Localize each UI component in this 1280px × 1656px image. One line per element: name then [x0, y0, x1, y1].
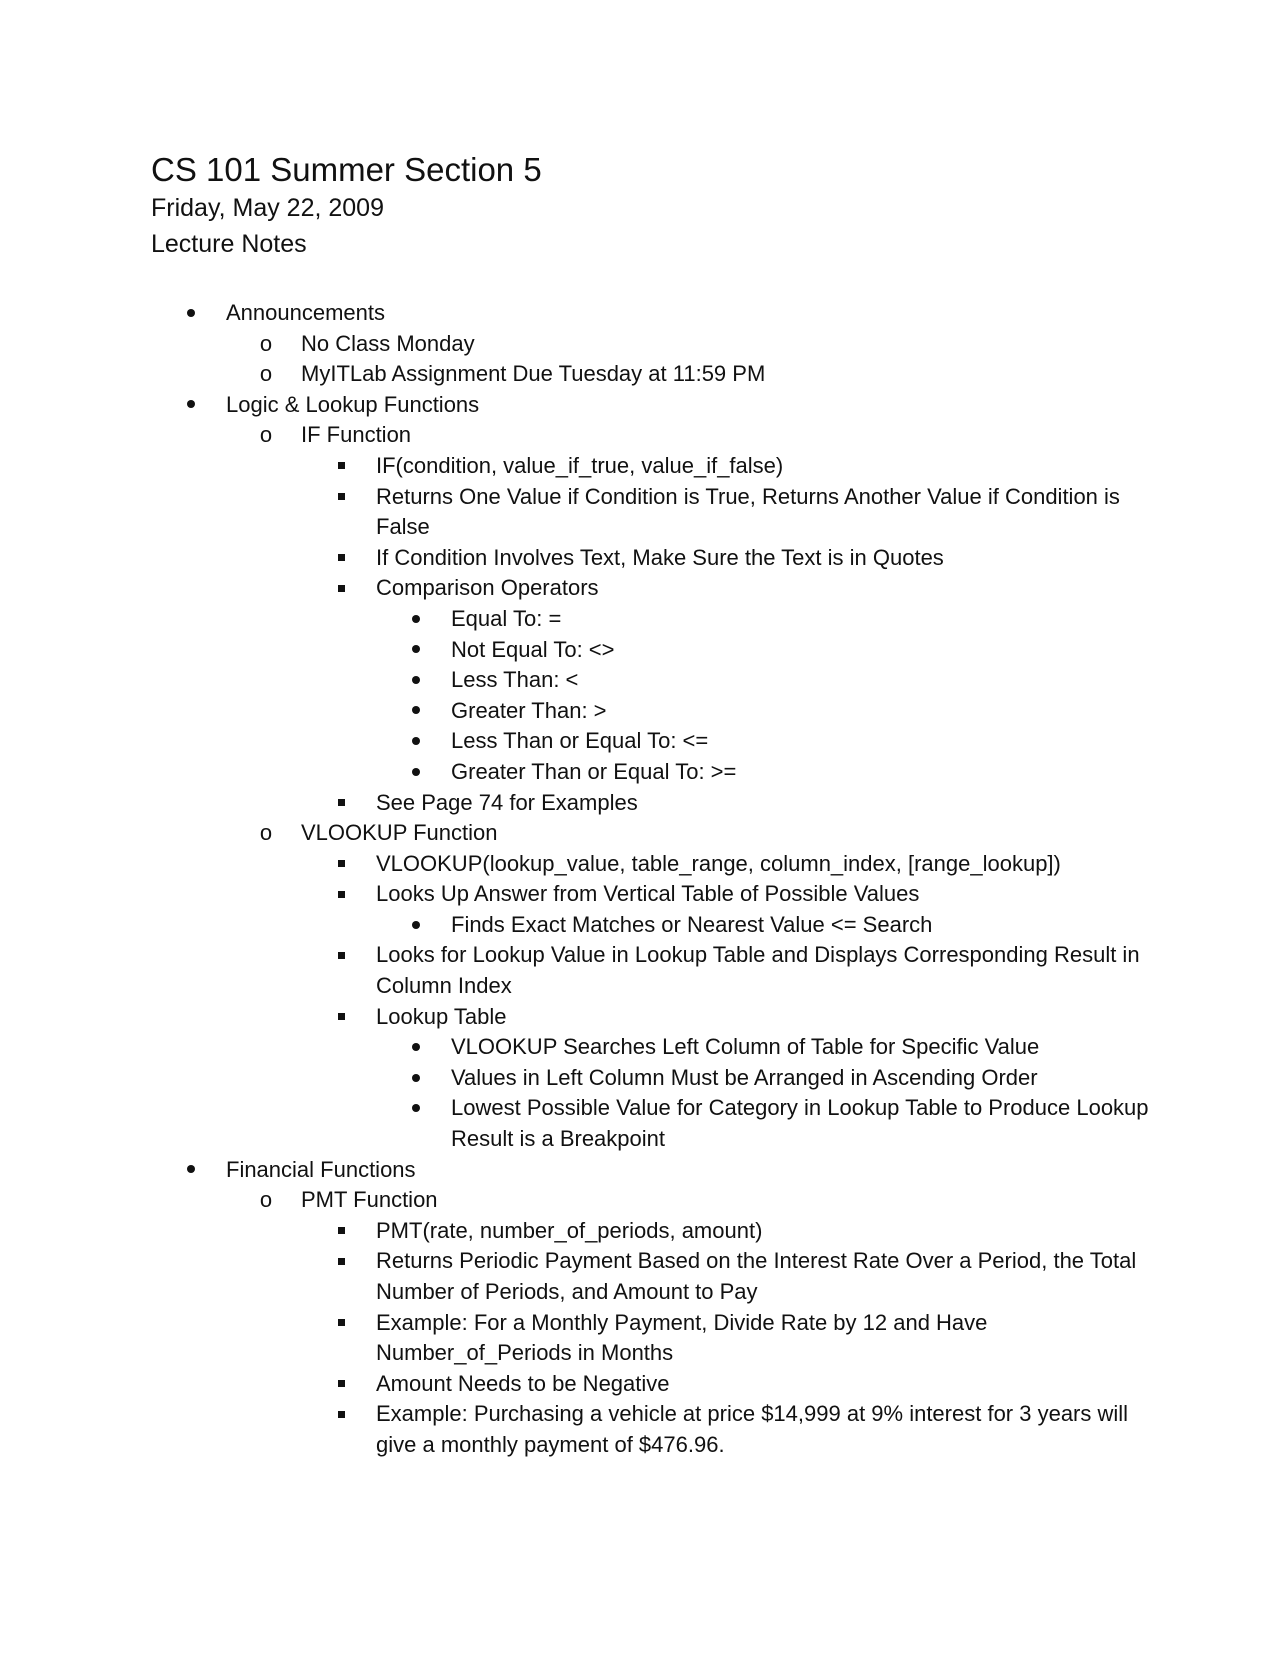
bullet-circle-icon: o — [259, 330, 273, 356]
outline-subitem-pmt-function — [151, 1185, 1151, 1216]
outline-subitem-vlookup-function — [151, 818, 1151, 849]
bullet-dot-icon — [406, 696, 426, 727]
bullet-square-icon — [331, 788, 351, 819]
outline-item-announcements — [151, 298, 1151, 329]
outline-subitem-if-function — [151, 420, 1151, 451]
bullet-dot-icon — [181, 390, 201, 421]
outline-detail — [151, 1399, 1151, 1460]
document-title: CS 101 Summer Section 5 — [151, 151, 542, 188]
outline-detail — [151, 482, 1151, 543]
item-label: If Condition Involves Text, Make Sure the Text is in Quotes — [376, 544, 944, 570]
item-label: Not Equal To: <> — [451, 636, 615, 662]
document-subtitle: Lecture Notes — [151, 230, 307, 258]
item-label: MyITLab Assignment Due Tuesday at 11:59 PM — [301, 361, 766, 387]
outline-operator — [151, 635, 1151, 666]
bullet-square-icon — [331, 1399, 351, 1430]
bullet-dot-icon — [181, 1155, 201, 1186]
bullet-dot-icon — [406, 757, 426, 788]
outline-subitem — [151, 359, 1151, 390]
item-label: Less Than: < — [451, 667, 579, 693]
outline-note — [151, 910, 1151, 941]
outline-note — [151, 1032, 1151, 1063]
bullet-square-icon — [331, 1246, 351, 1277]
item-label: See Page 74 for Examples — [376, 789, 638, 815]
bullet-circle-icon: o — [259, 1187, 273, 1213]
outline-operator — [151, 726, 1151, 757]
outline-detail — [151, 1308, 1151, 1369]
item-label: VLOOKUP(lookup_value, table_range, column_index, [range_lookup]) — [376, 850, 1061, 876]
item-label: VLOOKUP Function — [301, 820, 498, 846]
item-label: Example: For a Monthly Payment, Divide Rate by 12 and Have Number_of_Periods in Months — [376, 1309, 988, 1366]
item-label: IF(condition, value_if_true, value_if_false) — [376, 452, 784, 478]
outline-operator — [151, 665, 1151, 696]
outline-detail — [151, 849, 1151, 880]
bullet-circle-icon: o — [259, 422, 273, 448]
bullet-dot-icon — [406, 665, 426, 696]
bullet-dot-icon — [406, 1063, 426, 1094]
outline-subitem — [151, 329, 1151, 360]
bullet-square-icon — [331, 543, 351, 574]
outline-detail — [151, 573, 1151, 604]
bullet-circle-icon: o — [259, 820, 273, 846]
item-label: Greater Than or Equal To: >= — [451, 758, 737, 784]
item-label: Returns One Value if Condition is True, Returns Another Value if Condition is False — [376, 483, 1120, 540]
item-label: Announcements — [226, 300, 385, 325]
outline-detail — [151, 788, 1151, 819]
bullet-dot-icon — [406, 604, 426, 635]
item-label: Lookup Table — [376, 1003, 507, 1029]
bullet-square-icon — [331, 849, 351, 880]
bullet-square-icon — [331, 1369, 351, 1400]
outline-note — [151, 1093, 1151, 1154]
outline-detail — [151, 1246, 1151, 1307]
outline-operator — [151, 757, 1151, 788]
outline-item-financial — [151, 1155, 1151, 1186]
bullet-dot-icon — [406, 910, 426, 941]
item-label: IF Function — [301, 422, 412, 448]
item-label: Values in Left Column Must be Arranged in Ascending Order — [451, 1064, 1038, 1090]
outline-item-logic-lookup — [151, 390, 1151, 421]
bullet-circle-icon: o — [259, 361, 273, 387]
bullet-dot-icon — [406, 1093, 426, 1124]
item-label: VLOOKUP Searches Left Column of Table for Specific Value — [451, 1034, 1040, 1060]
bullet-square-icon — [331, 940, 351, 971]
outline-note — [151, 1063, 1151, 1094]
bullet-square-icon — [331, 879, 351, 910]
bullet-dot-icon — [406, 726, 426, 757]
outline-detail — [151, 1002, 1151, 1033]
item-label: Finds Exact Matches or Nearest Value <= Search — [451, 911, 933, 937]
item-label: Looks Up Answer from Vertical Table of Possible Values — [376, 881, 920, 907]
lecture-outline — [151, 298, 1151, 1461]
item-label: Less Than or Equal To: <= — [451, 728, 709, 754]
outline-detail — [151, 543, 1151, 574]
item-label: PMT Function — [301, 1187, 438, 1213]
item-label: PMT(rate, number_of_periods, amount) — [376, 1217, 763, 1243]
bullet-square-icon — [331, 573, 351, 604]
outline-detail — [151, 451, 1151, 482]
outline-operator — [151, 604, 1151, 635]
bullet-square-icon — [331, 451, 351, 482]
bullet-square-icon — [331, 1002, 351, 1033]
document-page — [151, 150, 1151, 1461]
item-label: Example: Purchasing a vehicle at price $14,999 at 9% interest for 3 years will give a monthly payment of $476.96. — [376, 1401, 1129, 1457]
bullet-square-icon — [331, 1308, 351, 1339]
bullet-dot-icon — [406, 1032, 426, 1063]
bullet-dot-icon — [406, 635, 426, 666]
bullet-square-icon — [331, 482, 351, 513]
item-label: Amount Needs to be Negative — [376, 1370, 670, 1396]
item-label: Returns Periodic Payment Based on the Interest Rate Over a Period, the Total Number of Periods, and Amount to Pay — [376, 1248, 1137, 1304]
item-label: Logic & Lookup Functions — [226, 391, 480, 417]
item-label: Greater Than: > — [451, 697, 607, 723]
outline-detail — [151, 1216, 1151, 1247]
outline-detail — [151, 1369, 1151, 1400]
item-label: Equal To: = — [451, 605, 562, 631]
item-label: No Class Monday — [301, 330, 475, 356]
outline-detail — [151, 879, 1151, 910]
item-label: Comparison Operators — [376, 575, 599, 601]
bullet-dot-icon — [181, 298, 201, 329]
item-label: Lowest Possible Value for Category in Lookup Table to Produce Lookup Result is a Breakpoint — [451, 1095, 1149, 1152]
document-date: Friday, May 22, 2009 — [151, 194, 384, 222]
item-label: Looks for Lookup Value in Lookup Table and Displays Corresponding Result in Column Index — [376, 942, 1140, 999]
outline-detail — [151, 940, 1151, 1001]
bullet-square-icon — [331, 1216, 351, 1247]
item-label: Financial Functions — [226, 1156, 416, 1182]
outline-operator — [151, 696, 1151, 727]
